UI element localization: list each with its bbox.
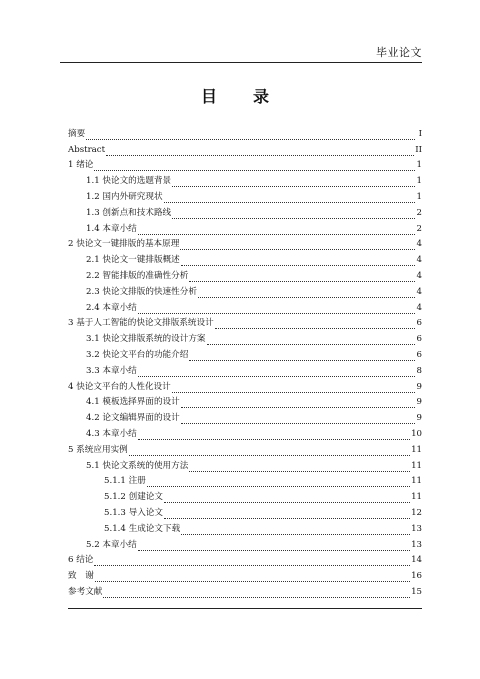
toc-entry-label: 6 结论 xyxy=(68,555,94,566)
toc-dot-leader xyxy=(181,398,415,408)
toc-dot-leader xyxy=(181,256,415,266)
toc-dot-leader xyxy=(181,525,410,535)
toc-dot-leader xyxy=(95,572,410,582)
toc-entry[interactable] xyxy=(68,219,422,235)
toc-entry-page-number: 8 xyxy=(416,365,422,376)
toc-entry[interactable] xyxy=(68,535,422,551)
toc-entry[interactable] xyxy=(68,519,422,535)
toc-entry-label: 1.3 创新点和技术路线 xyxy=(86,207,172,218)
toc-dot-leader xyxy=(138,304,415,314)
toc-dot-leader xyxy=(138,430,410,440)
header-label: 毕业论文 xyxy=(376,46,422,59)
toc-entry[interactable] xyxy=(68,203,422,219)
toc-entry-label: 1.1 快论文的选题背景 xyxy=(86,176,172,187)
toc-entry[interactable] xyxy=(68,582,422,598)
toc-dot-leader xyxy=(138,541,410,551)
toc-dot-leader xyxy=(172,383,415,393)
toc-dot-leader xyxy=(198,288,415,298)
toc-entry-label: 2.1 快论文一键排版概述 xyxy=(86,255,180,266)
toc-entry[interactable] xyxy=(68,250,422,266)
toc-entry[interactable] xyxy=(68,266,422,282)
toc-dot-leader xyxy=(164,193,415,203)
toc-dot-leader xyxy=(189,351,415,361)
toc-entry[interactable] xyxy=(68,361,422,377)
toc-entry[interactable] xyxy=(68,235,422,251)
toc-entry-page-number: 1 xyxy=(416,160,422,171)
toc-entry[interactable] xyxy=(68,329,422,345)
toc-entry-page-number: 16 xyxy=(411,571,422,582)
toc-dot-leader xyxy=(172,177,415,187)
toc-entry-page-number: 12 xyxy=(411,507,422,518)
toc-entry[interactable] xyxy=(68,551,422,567)
toc-entry[interactable] xyxy=(68,298,422,314)
toc-dot-leader xyxy=(94,161,415,171)
toc-dot-leader xyxy=(138,225,415,235)
toc-entry-label: 2.2 智能排版的准确性分析 xyxy=(86,270,189,281)
page-header xyxy=(60,42,422,63)
toc-entry[interactable] xyxy=(68,472,422,488)
toc-entry-label: 5.2 本章小结 xyxy=(86,539,137,550)
toc-entry-page-number: 10 xyxy=(411,428,422,439)
toc-entry-label: 5 系统应用实例 xyxy=(68,444,128,455)
toc-entry[interactable] xyxy=(68,424,422,440)
toc-entry-label: 2.3 快论文排版的快速性分析 xyxy=(86,286,197,297)
toc-entry-page-number: II xyxy=(415,144,422,155)
toc-dot-leader xyxy=(106,146,414,156)
toc-dot-leader xyxy=(103,588,410,598)
toc-entry-label: 3.1 快论文排版系统的设计方案 xyxy=(86,334,206,345)
page-title: 目 录 xyxy=(200,87,279,106)
toc-entry-page-number: 4 xyxy=(416,302,422,313)
toc-entry-page-number: 11 xyxy=(411,476,422,487)
toc-entry-label: 摘要 xyxy=(68,128,86,139)
toc-dot-leader xyxy=(207,335,415,345)
toc-dot-leader xyxy=(172,209,415,219)
toc-entry-page-number: 13 xyxy=(411,523,422,534)
toc-entry-page-number: 2 xyxy=(416,207,422,218)
toc-entry-label: 4.1 模板选择界面的设计 xyxy=(86,397,180,408)
table-of-contents xyxy=(68,124,422,598)
toc-entry[interactable] xyxy=(68,377,422,393)
toc-entry-label: 4 快论文平台的人性化设计 xyxy=(68,381,171,392)
toc-dot-leader xyxy=(215,319,415,329)
toc-entry[interactable] xyxy=(68,503,422,519)
toc-entry[interactable] xyxy=(68,140,422,156)
toc-entry[interactable] xyxy=(68,282,422,298)
toc-entry-page-number: 9 xyxy=(416,381,422,392)
toc-entry-label: Abstract xyxy=(68,144,106,155)
toc-dot-leader xyxy=(138,367,415,377)
toc-dot-leader xyxy=(147,477,410,487)
toc-entry-label: 3 基于人工智能的快论文排版系统设计 xyxy=(68,318,214,329)
toc-dot-leader xyxy=(189,462,410,472)
toc-entry-page-number: 9 xyxy=(416,397,422,408)
toc-entry-page-number: 4 xyxy=(416,270,422,281)
toc-entry-page-number: 6 xyxy=(416,318,422,329)
toc-entry-page-number: 11 xyxy=(411,460,422,471)
toc-entry[interactable] xyxy=(68,440,422,456)
toc-entry-label: 5.1.3 导入论文 xyxy=(104,507,163,518)
toc-entry-page-number: 1 xyxy=(416,176,422,187)
toc-entry-page-number: 2 xyxy=(416,223,422,234)
toc-entry-page-number: 6 xyxy=(416,334,422,345)
toc-entry-label: 5.1.1 注册 xyxy=(104,476,146,487)
toc-entry[interactable] xyxy=(68,171,422,187)
toc-entry-label: 3.2 快论文平台的功能介绍 xyxy=(86,349,189,360)
toc-entry[interactable] xyxy=(68,314,422,330)
toc-entry-page-number: 1 xyxy=(416,191,422,202)
toc-entry-label: 1.4 本章小结 xyxy=(86,223,137,234)
toc-entry[interactable] xyxy=(68,408,422,424)
toc-entry-page-number: 15 xyxy=(411,586,422,597)
toc-entry-page-number: I xyxy=(418,128,422,139)
toc-entry[interactable] xyxy=(68,124,422,140)
toc-dot-leader xyxy=(180,240,415,250)
toc-entry[interactable] xyxy=(68,456,422,472)
toc-entry-label: 1 绪论 xyxy=(68,160,94,171)
toc-entry-label: 5.1 快论文系统的使用方法 xyxy=(86,460,189,471)
toc-entry-label: 4.3 本章小结 xyxy=(86,428,137,439)
toc-entry-label: 2 快论文一键排版的基本原理 xyxy=(68,239,180,250)
toc-entry-page-number: 13 xyxy=(411,539,422,550)
toc-entry-label: 参考文献 xyxy=(68,586,103,597)
toc-entry-page-number: 11 xyxy=(411,444,422,455)
toc-dot-leader xyxy=(129,446,410,456)
toc-dot-leader xyxy=(164,493,410,503)
toc-entry-page-number: 4 xyxy=(416,255,422,266)
toc-entry-page-number: 6 xyxy=(416,349,422,360)
toc-dot-leader xyxy=(181,414,415,424)
toc-entry-label: 1.2 国内外研究现状 xyxy=(86,191,163,202)
toc-dot-leader xyxy=(189,272,415,282)
toc-entry-label: 5.1.4 生成论文下载 xyxy=(104,523,181,534)
toc-entry-page-number: 14 xyxy=(411,555,422,566)
toc-entry-label: 4.2 论文编辑界面的设计 xyxy=(86,413,180,424)
toc-entry[interactable] xyxy=(68,487,422,503)
toc-entry[interactable] xyxy=(68,345,422,361)
toc-entry-page-number: 4 xyxy=(416,286,422,297)
toc-entry-label: 致 谢 xyxy=(68,571,94,582)
toc-entry-label: 5.1.2 创建论文 xyxy=(104,492,163,503)
toc-dot-leader xyxy=(94,556,410,566)
toc-entry[interactable] xyxy=(68,187,422,203)
toc-entry-page-number: 11 xyxy=(411,492,422,503)
toc-entry-label: 3.3 本章小结 xyxy=(86,365,137,376)
toc-entry[interactable] xyxy=(68,393,422,409)
toc-dot-leader xyxy=(164,509,410,519)
toc-dot-leader xyxy=(86,130,415,140)
toc-entry[interactable] xyxy=(68,156,422,172)
bottom-divider xyxy=(68,608,422,609)
toc-entry[interactable] xyxy=(68,566,422,582)
toc-entry-page-number: 9 xyxy=(416,413,422,424)
toc-entry-page-number: 4 xyxy=(416,239,422,250)
toc-entry-label: 2.4 本章小结 xyxy=(86,302,137,313)
